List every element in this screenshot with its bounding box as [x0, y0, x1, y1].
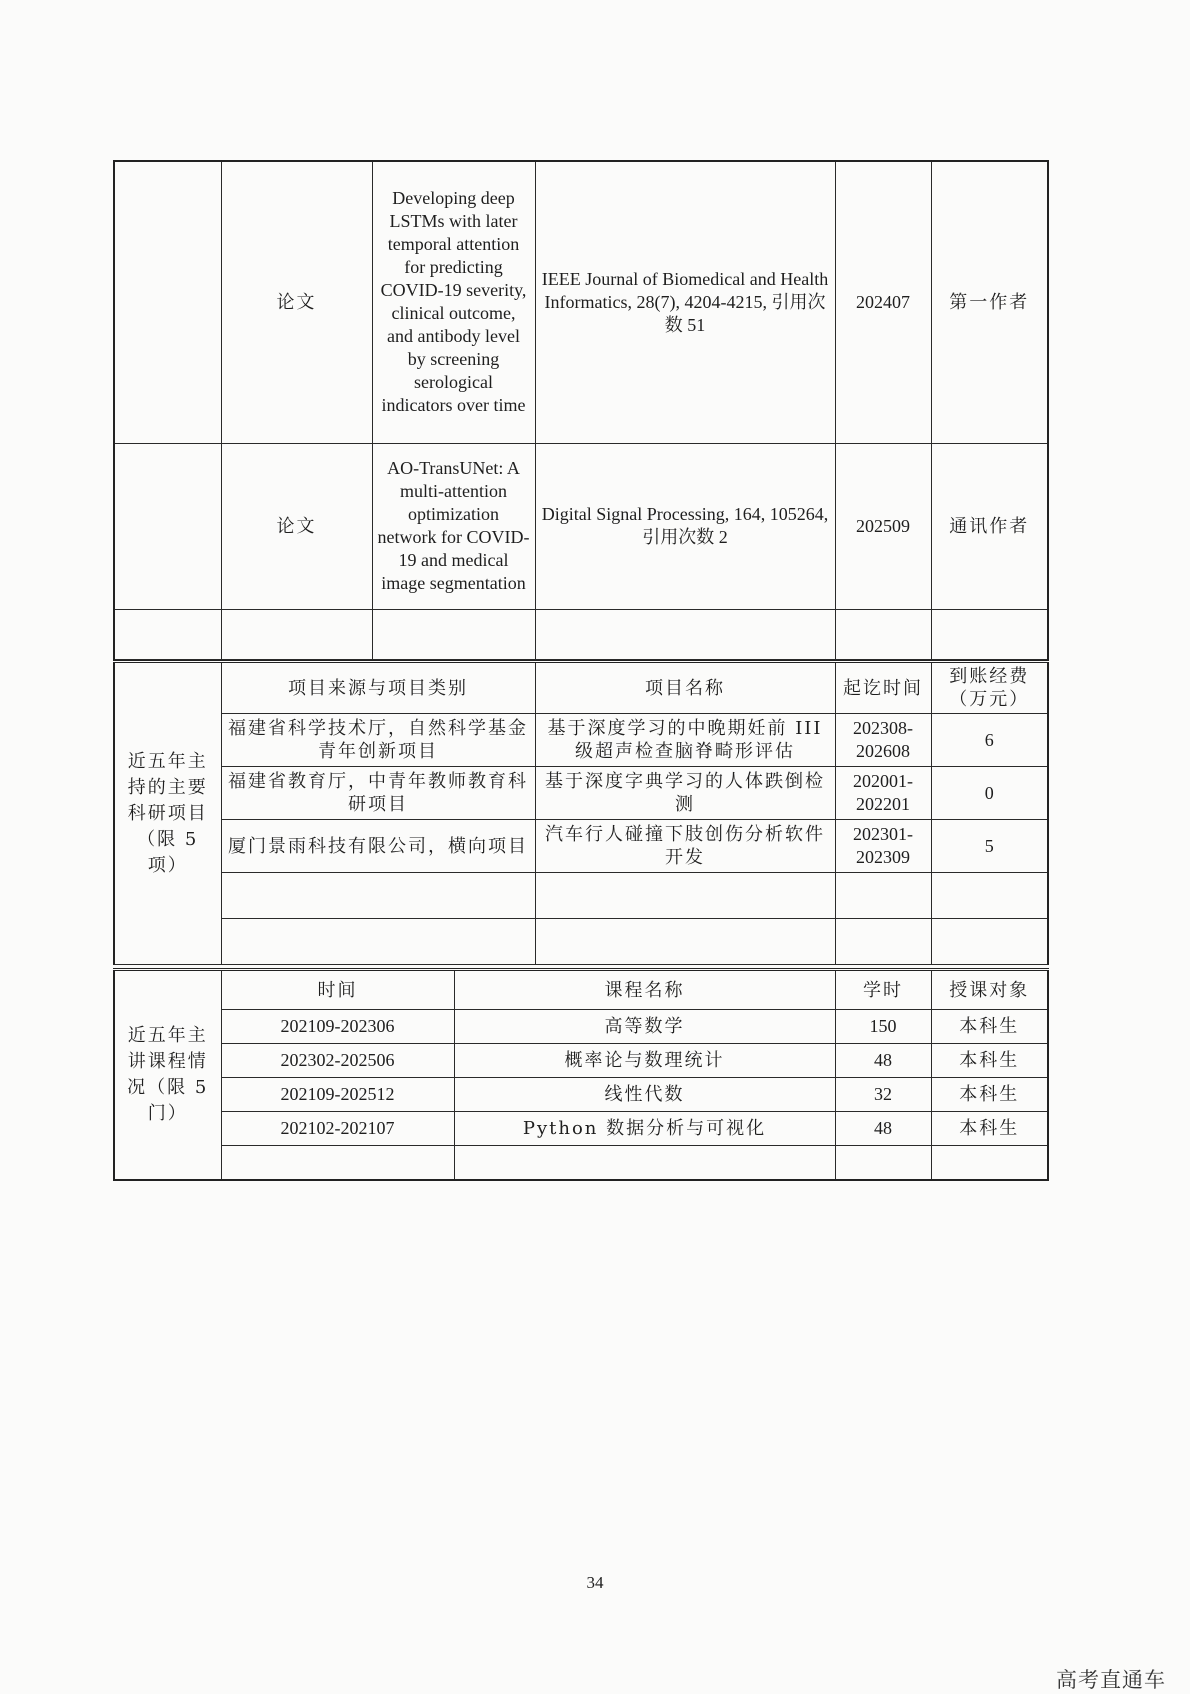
empty-cell	[835, 1146, 931, 1180]
paper-role: 第一作者	[931, 161, 1048, 443]
course-time: 202102-202107	[221, 1112, 454, 1146]
course-audience: 本科生	[931, 1044, 1048, 1078]
paper-title: Developing deep LSTMs with later temporal attention for predicting COVID-19 severity, clinical outcome, and antibody level by screening serological indicators over time	[372, 161, 535, 443]
header-project-funding: 到账经费（万元）	[931, 662, 1048, 714]
empty-cell	[835, 919, 931, 965]
empty-cell	[535, 609, 835, 659]
course-row	[114, 1010, 1048, 1044]
paper-date: 202407	[835, 161, 931, 443]
course-time: 202109-202306	[221, 1010, 454, 1044]
course-hours: 48	[835, 1044, 931, 1078]
section-label-cell	[114, 443, 221, 609]
project-period: 202308-202608	[835, 714, 931, 767]
empty-cell	[535, 919, 835, 965]
watermark: 高考直通车	[1056, 1668, 1166, 1692]
header-project-source: 项目来源与项目类别	[221, 662, 535, 714]
course-row	[114, 1078, 1048, 1112]
project-row	[114, 767, 1048, 820]
paper-role: 通讯作者	[931, 443, 1048, 609]
project-period: 202001-202201	[835, 767, 931, 820]
header-course-name: 课程名称	[454, 970, 835, 1010]
courses-section-label: 近五年主讲课程情况（限 5 门）	[114, 970, 221, 1180]
empty-cell	[372, 609, 535, 659]
page-number: 34	[586, 1573, 604, 1592]
paper-journal: IEEE Journal of Biomedical and Health Informatics, 28(7), 4204-4215, 引用次数 51	[535, 161, 835, 443]
project-row	[114, 820, 1048, 873]
empty-cell	[931, 1146, 1048, 1180]
empty-cell	[931, 609, 1048, 659]
empty-cell	[931, 873, 1048, 919]
course-row	[114, 1112, 1048, 1146]
paper-row	[114, 443, 1048, 609]
paper-title: AO-TransUNet: A multi-attention optimization network for COVID-19 and medical image segmentation	[372, 443, 535, 609]
projects-header-row	[114, 662, 1048, 714]
course-name: 概率论与数理统计	[454, 1044, 835, 1078]
empty-cell	[835, 609, 931, 659]
course-hours: 32	[835, 1078, 931, 1112]
empty-cell	[221, 1146, 454, 1180]
paper-type: 论文	[221, 161, 372, 443]
empty-row	[114, 609, 1048, 659]
paper-type: 论文	[221, 443, 372, 609]
header-project-period: 起讫时间	[835, 662, 931, 714]
project-funding: 0	[931, 767, 1048, 820]
paper-date: 202509	[835, 443, 931, 609]
course-name: 线性代数	[454, 1078, 835, 1112]
course-audience: 本科生	[931, 1078, 1048, 1112]
course-audience: 本科生	[931, 1010, 1048, 1044]
project-funding: 5	[931, 820, 1048, 873]
section-label-cell	[114, 161, 221, 443]
courses-table	[113, 968, 1049, 1181]
empty-row	[114, 919, 1048, 965]
header-course-time: 时间	[221, 970, 454, 1010]
empty-cell	[221, 873, 535, 919]
course-name: 高等数学	[454, 1010, 835, 1044]
course-name: Python 数据分析与可视化	[454, 1112, 835, 1146]
papers-table	[113, 160, 1049, 660]
project-name: 汽车行人碰撞下肢创伤分析软件开发	[535, 820, 835, 873]
paper-row	[114, 161, 1048, 443]
empty-cell	[114, 609, 221, 659]
header-project-name: 项目名称	[535, 662, 835, 714]
paper-journal: Digital Signal Processing, 164, 105264, 引用次数 2	[535, 443, 835, 609]
empty-cell	[454, 1146, 835, 1180]
project-name: 基于深度学习的中晚期妊前 III 级超声检查脑脊畸形评估	[535, 714, 835, 767]
courses-header-row	[114, 970, 1048, 1010]
course-hours: 48	[835, 1112, 931, 1146]
project-source: 厦门景雨科技有限公司，横向项目	[221, 820, 535, 873]
project-source: 福建省科学技术厅，自然科学基金青年创新项目	[221, 714, 535, 767]
empty-cell	[221, 609, 372, 659]
project-funding: 6	[931, 714, 1048, 767]
empty-row	[114, 873, 1048, 919]
header-course-hours: 学时	[835, 970, 931, 1010]
project-period: 202301-202309	[835, 820, 931, 873]
empty-cell	[221, 919, 535, 965]
empty-cell	[535, 873, 835, 919]
course-audience: 本科生	[931, 1112, 1048, 1146]
project-name: 基于深度字典学习的人体跌倒检测	[535, 767, 835, 820]
empty-cell	[835, 873, 931, 919]
project-source: 福建省教育厅，中青年教师教育科研项目	[221, 767, 535, 820]
empty-row	[114, 1146, 1048, 1180]
empty-cell	[931, 919, 1048, 965]
course-row	[114, 1044, 1048, 1078]
course-time: 202109-202512	[221, 1078, 454, 1112]
projects-section-label: 近五年主持的主要科研项目（限 5 项）	[114, 662, 221, 965]
course-time: 202302-202506	[221, 1044, 454, 1078]
header-course-audience: 授课对象	[931, 970, 1048, 1010]
course-hours: 150	[835, 1010, 931, 1044]
project-row	[114, 714, 1048, 767]
projects-table	[113, 660, 1049, 965]
